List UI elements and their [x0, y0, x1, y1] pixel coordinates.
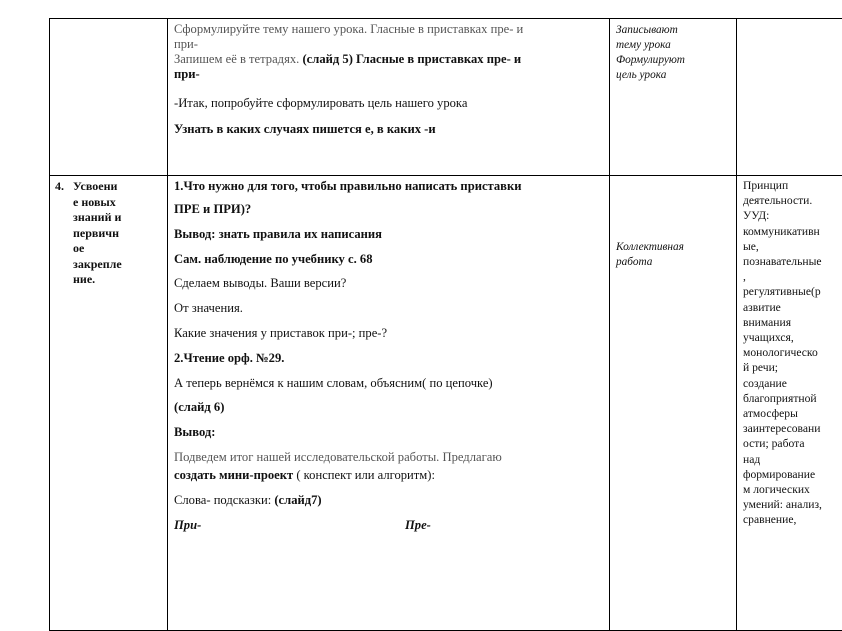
stage-title-line: знаний и	[73, 210, 139, 226]
students-cell	[610, 19, 737, 176]
content-line: Какие значения у приставок при-; пре-?	[174, 326, 603, 341]
content-text: (слайд 5) Гласные в приставках пре- и	[302, 52, 521, 66]
content-line	[174, 468, 603, 483]
content-text: создать мини-проект	[174, 468, 293, 482]
uud-line: м логических	[743, 482, 842, 497]
prefix-pri: При-	[174, 518, 405, 533]
stage-cell	[50, 19, 168, 176]
table-row	[50, 19, 842, 176]
content-line: А теперь вернёмся к нашим словам, объясним( по цепочке)	[174, 376, 603, 391]
uud-line: регулятивные(р	[743, 284, 842, 299]
students-line: работа	[616, 255, 736, 270]
uud-line: деятельности.	[743, 193, 842, 208]
students-line: Коллективная	[616, 240, 736, 255]
content-text: Слова- подсказки:	[174, 493, 271, 507]
uud-line: ,	[743, 269, 842, 284]
content-line: От значения.	[174, 301, 603, 316]
stage-title-line: ние.	[73, 272, 139, 288]
uud-line: ости; работа	[743, 436, 842, 451]
uud-line: внимания	[743, 315, 842, 330]
uud-line: Принцип	[743, 178, 842, 193]
uud-line: формирование	[743, 467, 842, 482]
uud-line: над	[743, 452, 842, 467]
stage-title-line: ое	[73, 241, 139, 257]
content-line	[174, 52, 603, 67]
uud-cell	[737, 19, 842, 176]
uud-line: УУД:	[743, 208, 842, 223]
uud-line: познавательные	[743, 254, 842, 269]
content-line: 1.Что нужно для того, чтобы правильно написать приставки	[174, 179, 603, 194]
stage-title-line: Усвоени	[73, 179, 139, 195]
uud-line: благоприятной	[743, 391, 842, 406]
stage-cell	[50, 176, 168, 631]
uud-line: азвитие	[743, 300, 842, 315]
content-line	[174, 493, 603, 508]
students-line: тему урока	[616, 38, 736, 53]
content-line: Подведем итог нашей исследовательской работы. Предлагаю	[174, 450, 603, 465]
uud-line: ые,	[743, 239, 842, 254]
content-line: Сам. наблюдение по учебнику с. 68	[174, 252, 603, 267]
content-line: -Итак, попробуйте сформулировать цель нашего урока	[174, 96, 603, 111]
stage-number: 4.	[55, 179, 73, 195]
uud-cell	[737, 176, 842, 631]
students-line: Формулируют	[616, 53, 736, 68]
uud-line: коммуникативн	[743, 224, 842, 239]
content-text: ( конспект или алгоритм):	[293, 468, 435, 482]
content-line: при-	[174, 67, 603, 82]
uud-line: сравнение,	[743, 512, 842, 527]
content-line	[174, 518, 603, 533]
table-row	[50, 176, 842, 631]
students-cell	[610, 176, 737, 631]
lesson-plan-table	[49, 18, 842, 631]
stage-title-line: закрепле	[73, 257, 139, 273]
content-text: (слайд7)	[271, 493, 321, 507]
uud-line: умений: анализ,	[743, 497, 842, 512]
content-line: Сформулируйте тему нашего урока. Гласные в приставках пре- и	[174, 22, 603, 37]
uud-line: учащихся,	[743, 330, 842, 345]
content-line: Вывод: знать правила их написания	[174, 227, 603, 242]
content-text: Запишем её в тетрадях.	[174, 52, 299, 66]
content-line: ПРЕ и ПРИ)?	[174, 202, 603, 217]
uud-line: атмосферы	[743, 406, 842, 421]
stage-title-line: первичн	[73, 226, 139, 242]
content-line: 2.Чтение орф. №29.	[174, 351, 603, 366]
stage-title-line: е новых	[73, 195, 139, 211]
content-line: (слайд 6)	[174, 400, 603, 415]
students-line: цель урока	[616, 68, 736, 83]
stage-title	[73, 179, 139, 288]
content-cell	[168, 19, 610, 176]
prefix-pre: Пре-	[405, 518, 431, 533]
content-line: при-	[174, 37, 603, 52]
uud-line: создание	[743, 376, 842, 391]
content-cell	[168, 176, 610, 631]
uud-line: заинтересовани	[743, 421, 842, 436]
uud-line: монологическо	[743, 345, 842, 360]
content-line: Вывод:	[174, 425, 603, 440]
uud-line: й речи;	[743, 360, 842, 375]
students-line: Записывают	[616, 23, 736, 38]
content-line: Узнать в каких случаях пишется е, в каких -и	[174, 122, 603, 137]
content-line: Сделаем выводы. Ваши версии?	[174, 276, 603, 291]
